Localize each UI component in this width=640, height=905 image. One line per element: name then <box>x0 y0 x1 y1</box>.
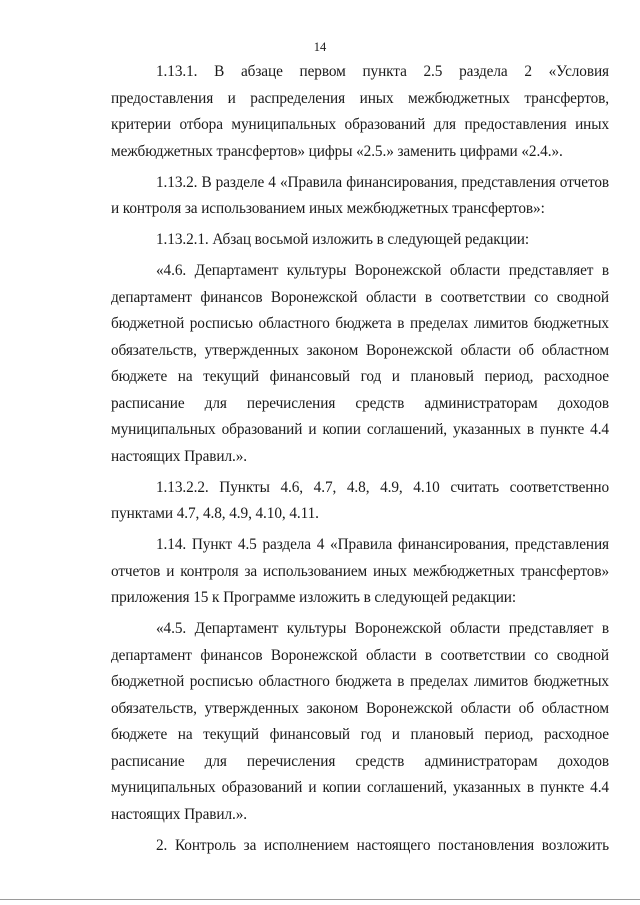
page-number: 14 <box>313 40 327 54</box>
paragraph-1-14: 1.14. Пункт 4.5 раздела 4 «Правила финансирования, представления отчетов и контроля за использованием иных межбюджетных трансфертов» приложения 15 к Программе изложить в следующей редакции: <box>111 536 609 606</box>
quoted-paragraph-4-6: «4.6. Департамент культуры Воронежской области представляет в департамент финансов Воронежской области в соответствии со сводной бюджетной росписью областного бюджета в пределах лимитов бюджетных обязательств, утвержденных законом Воронежской области об областном бюджете на текущий финансовый год и плановый период, расходное расписание для перечисления средств администраторам доходов муниципальных образований и копии соглашений, указанных в пункте 4.4 настоящих Правил.». <box>111 262 609 465</box>
bottom-scan-edge <box>0 899 640 900</box>
paragraph-2: 2. Контроль за исполнением настоящего постановления возложить <box>156 836 609 854</box>
paragraph-1-13-2-1: 1.13.2.1. Абзац восьмой изложить в следующей редакции: <box>156 231 530 248</box>
paragraph-1-13-1: 1.13.1. В абзаце первом пункта 2.5 раздела 2 «Условия предоставления и распределения иных межбюджетных трансфертов, критерии отбора муниципальных образований для предоставления иных межбюджетных трансфертов» цифры «2.5.» заменить цифрами «2.4.». <box>111 63 609 160</box>
document-body <box>111 59 609 864</box>
quoted-paragraph-4-5: «4.5. Департамент культуры Воронежской области представляет в департамент финансов Воронежской области в соответствии со сводной бюджетной росписью областного бюджета в пределах лимитов бюджетных обязательств, утвержденных законом Воронежской области об областном бюджете на текущий финансовый год и плановый период, расходное расписание для перечисления средств администраторам доходов муниципальных образований и копии соглашений, указанных в пункте 4.4 настоящих Правил.». <box>111 620 609 823</box>
paragraph-1-13-2: 1.13.2. В разделе 4 «Правила финансирования, представления отчетов и контроля за использованием иных межбюджетных трансфертов»: <box>111 173 609 217</box>
paragraph-1-13-2-2: 1.13.2.2. Пункты 4.6, 4.7, 4.8, 4.9, 4.10 считать соответственно пунктами 4.7, 4.8, 4.9, 4.10, 4.11. <box>111 478 609 522</box>
